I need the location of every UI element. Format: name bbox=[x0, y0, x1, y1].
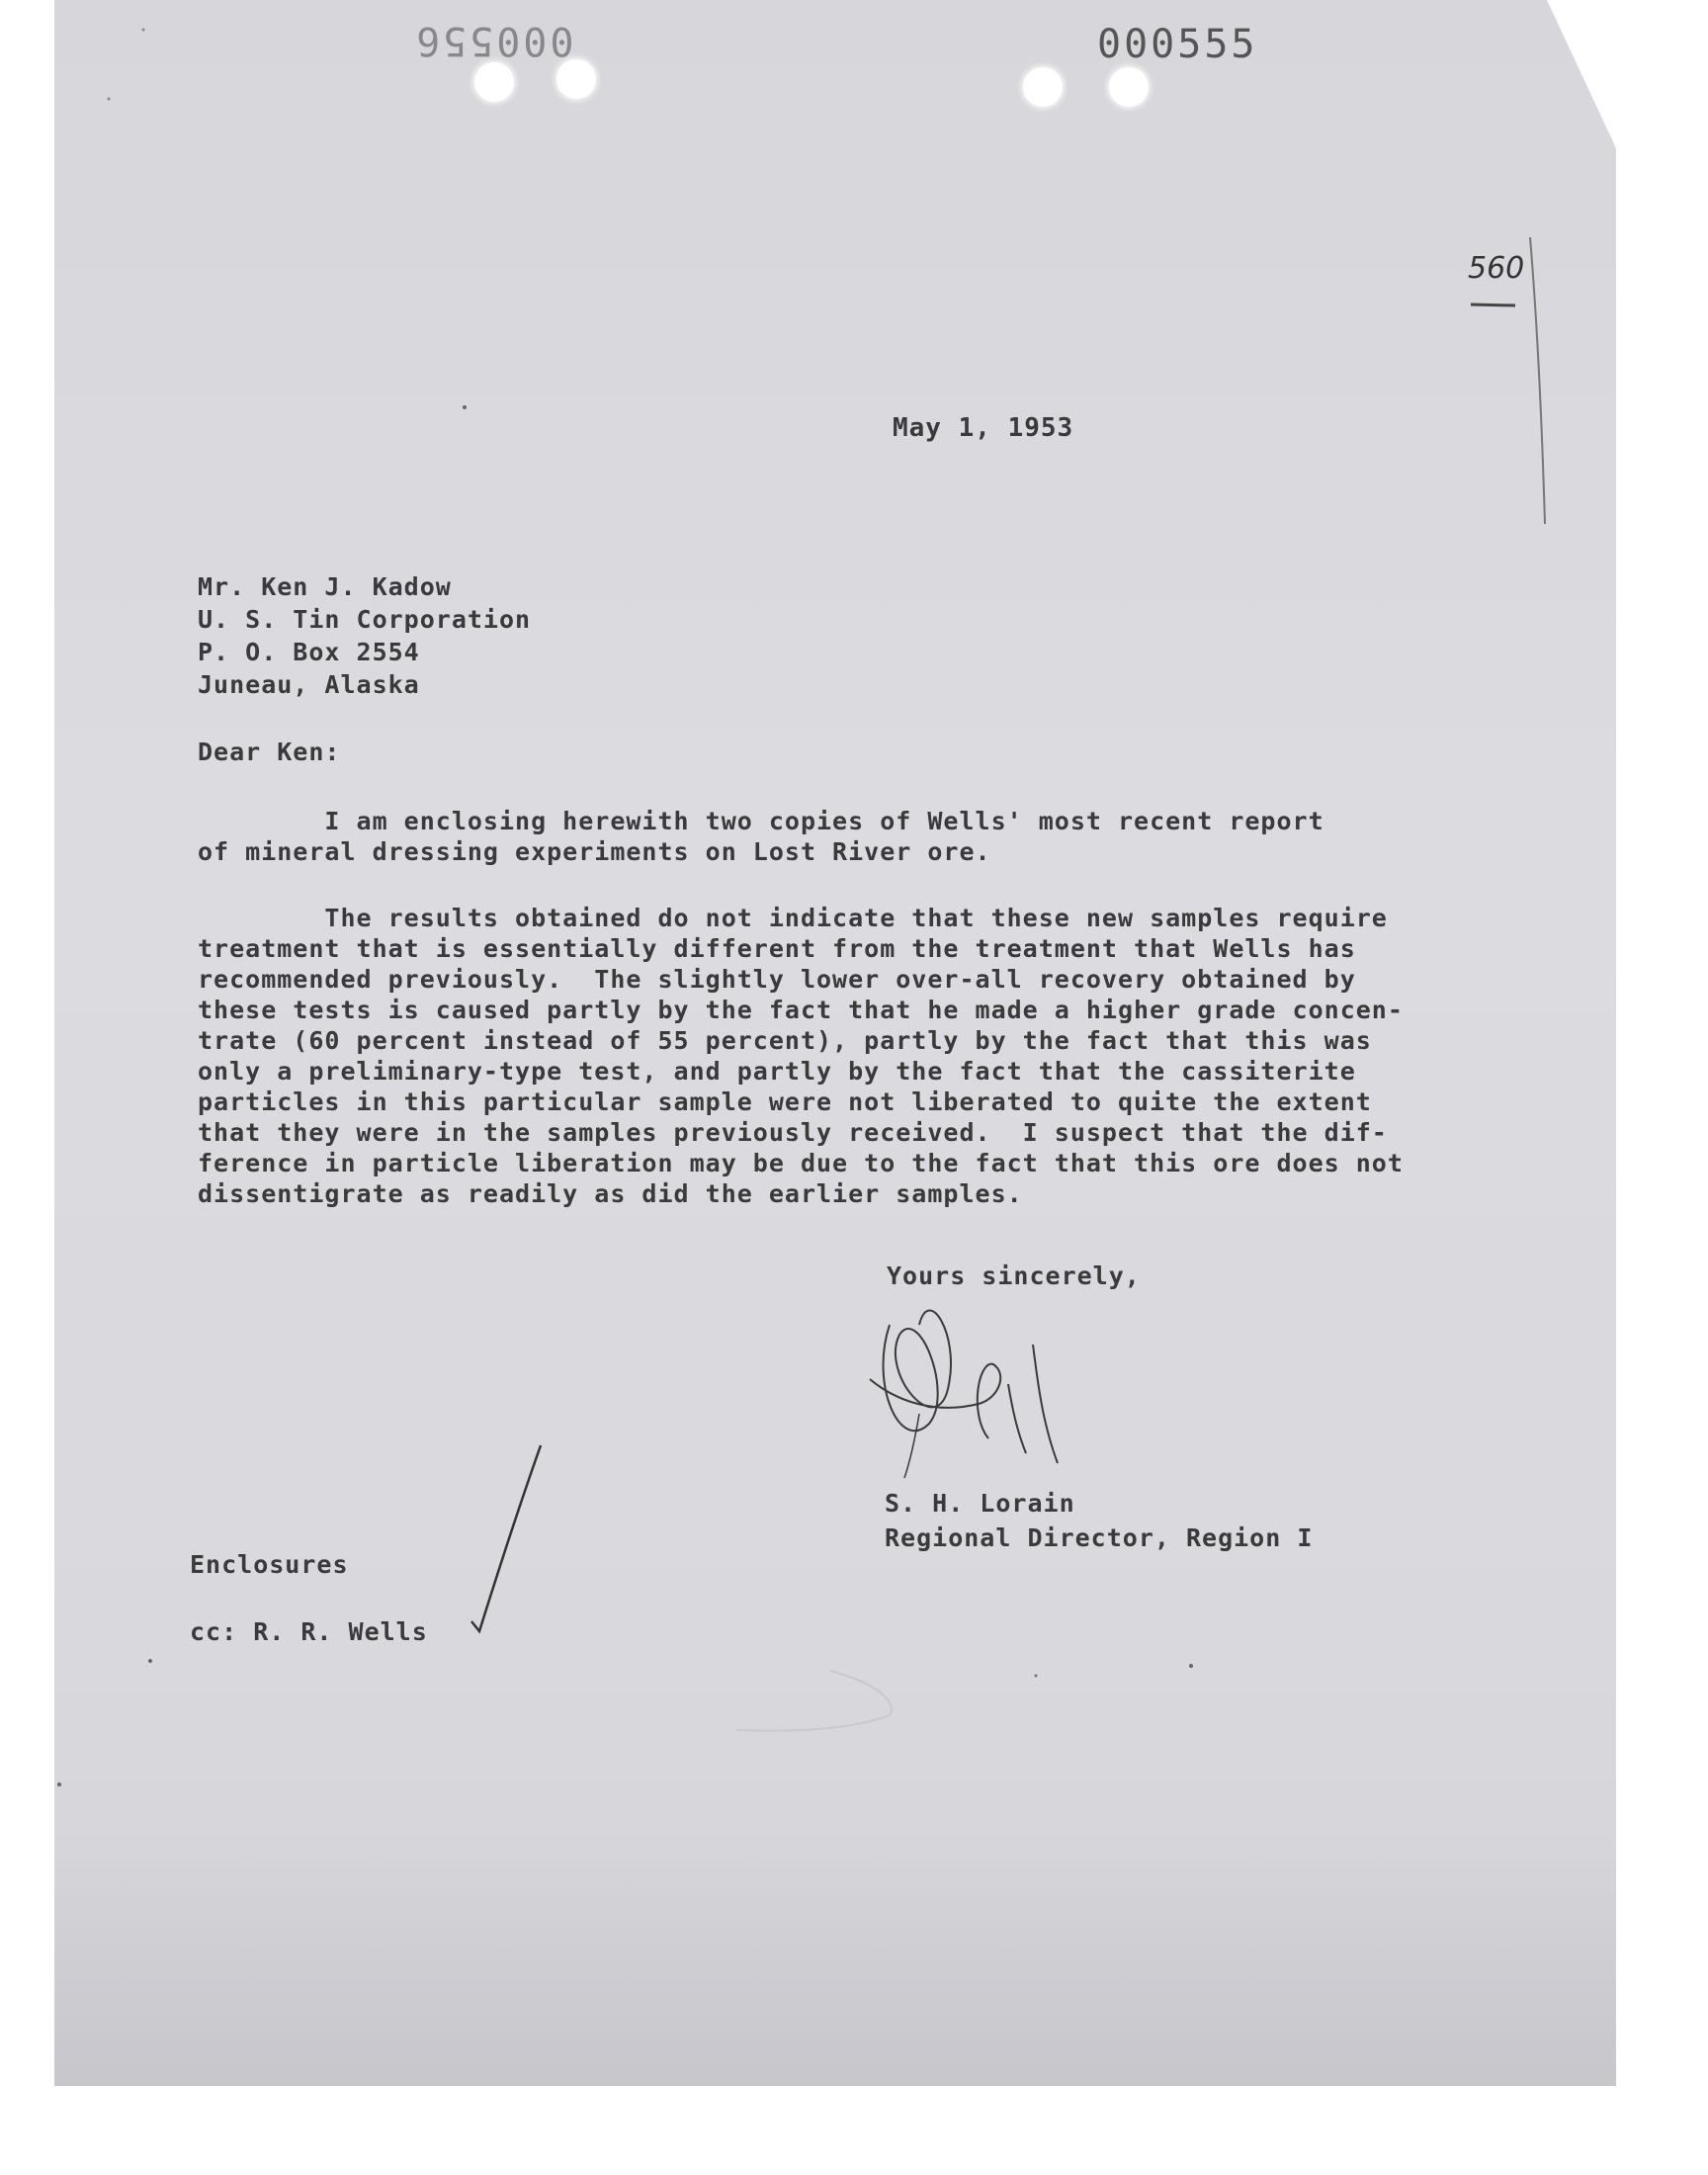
signer-title: Regional Director, Region I bbox=[885, 1523, 1314, 1552]
page-number: 560 bbox=[1468, 251, 1525, 286]
letter-date: May 1, 1953 bbox=[893, 413, 1074, 443]
paragraph-line: trate (60 percent instead of 55 percent), partly by the fact that this was bbox=[198, 1026, 1372, 1055]
signer-name: S. H. Lorain bbox=[885, 1489, 1075, 1518]
paragraph-line: dissentigrate as readily as did the earlier samples. bbox=[198, 1179, 1023, 1208]
paragraph-line: only a preliminary-type test, and partly by the fact that the cassiterite bbox=[198, 1057, 1356, 1086]
stamp-number: 000555 bbox=[1097, 22, 1258, 67]
cc-line: cc: R. R. Wells bbox=[190, 1617, 428, 1646]
paragraph-line: these tests is caused partly by the fact that he made a higher grade concen- bbox=[198, 996, 1404, 1024]
recipient-line: Juneau, Alaska bbox=[198, 670, 420, 699]
paragraph-line: The results obtained do not indicate that these new samples require bbox=[198, 904, 1388, 932]
paragraph-line: treatment that is essentially different from the treatment that Wells has bbox=[198, 934, 1356, 963]
paragraph-line: I am enclosing herewith two copies of Wells' most recent report bbox=[198, 807, 1324, 835]
paragraph-line: recommended previously. The slightly lower over-all recovery obtained by bbox=[198, 965, 1356, 994]
paragraph-line: that they were in the samples previously received. I suspect that the dif- bbox=[198, 1118, 1388, 1147]
recipient-line: U. S. Tin Corporation bbox=[198, 605, 532, 634]
paragraph-line: ference in particle liberation may be due to the fact that this ore does not bbox=[198, 1149, 1404, 1177]
paragraph-line: particles in this particular sample were not liberated to quite the extent bbox=[198, 1088, 1372, 1116]
salutation: Dear Ken: bbox=[198, 738, 341, 766]
recipient-line: P. O. Box 2554 bbox=[198, 638, 420, 666]
mirrored-stamp-number: 000556 bbox=[413, 18, 574, 63]
closing: Yours sincerely, bbox=[887, 1262, 1141, 1290]
paragraph-line: of mineral dressing experiments on Lost River ore. bbox=[198, 837, 991, 866]
enclosures-note: Enclosures bbox=[190, 1550, 349, 1579]
recipient-line: Mr. Ken J. Kadow bbox=[198, 572, 452, 601]
